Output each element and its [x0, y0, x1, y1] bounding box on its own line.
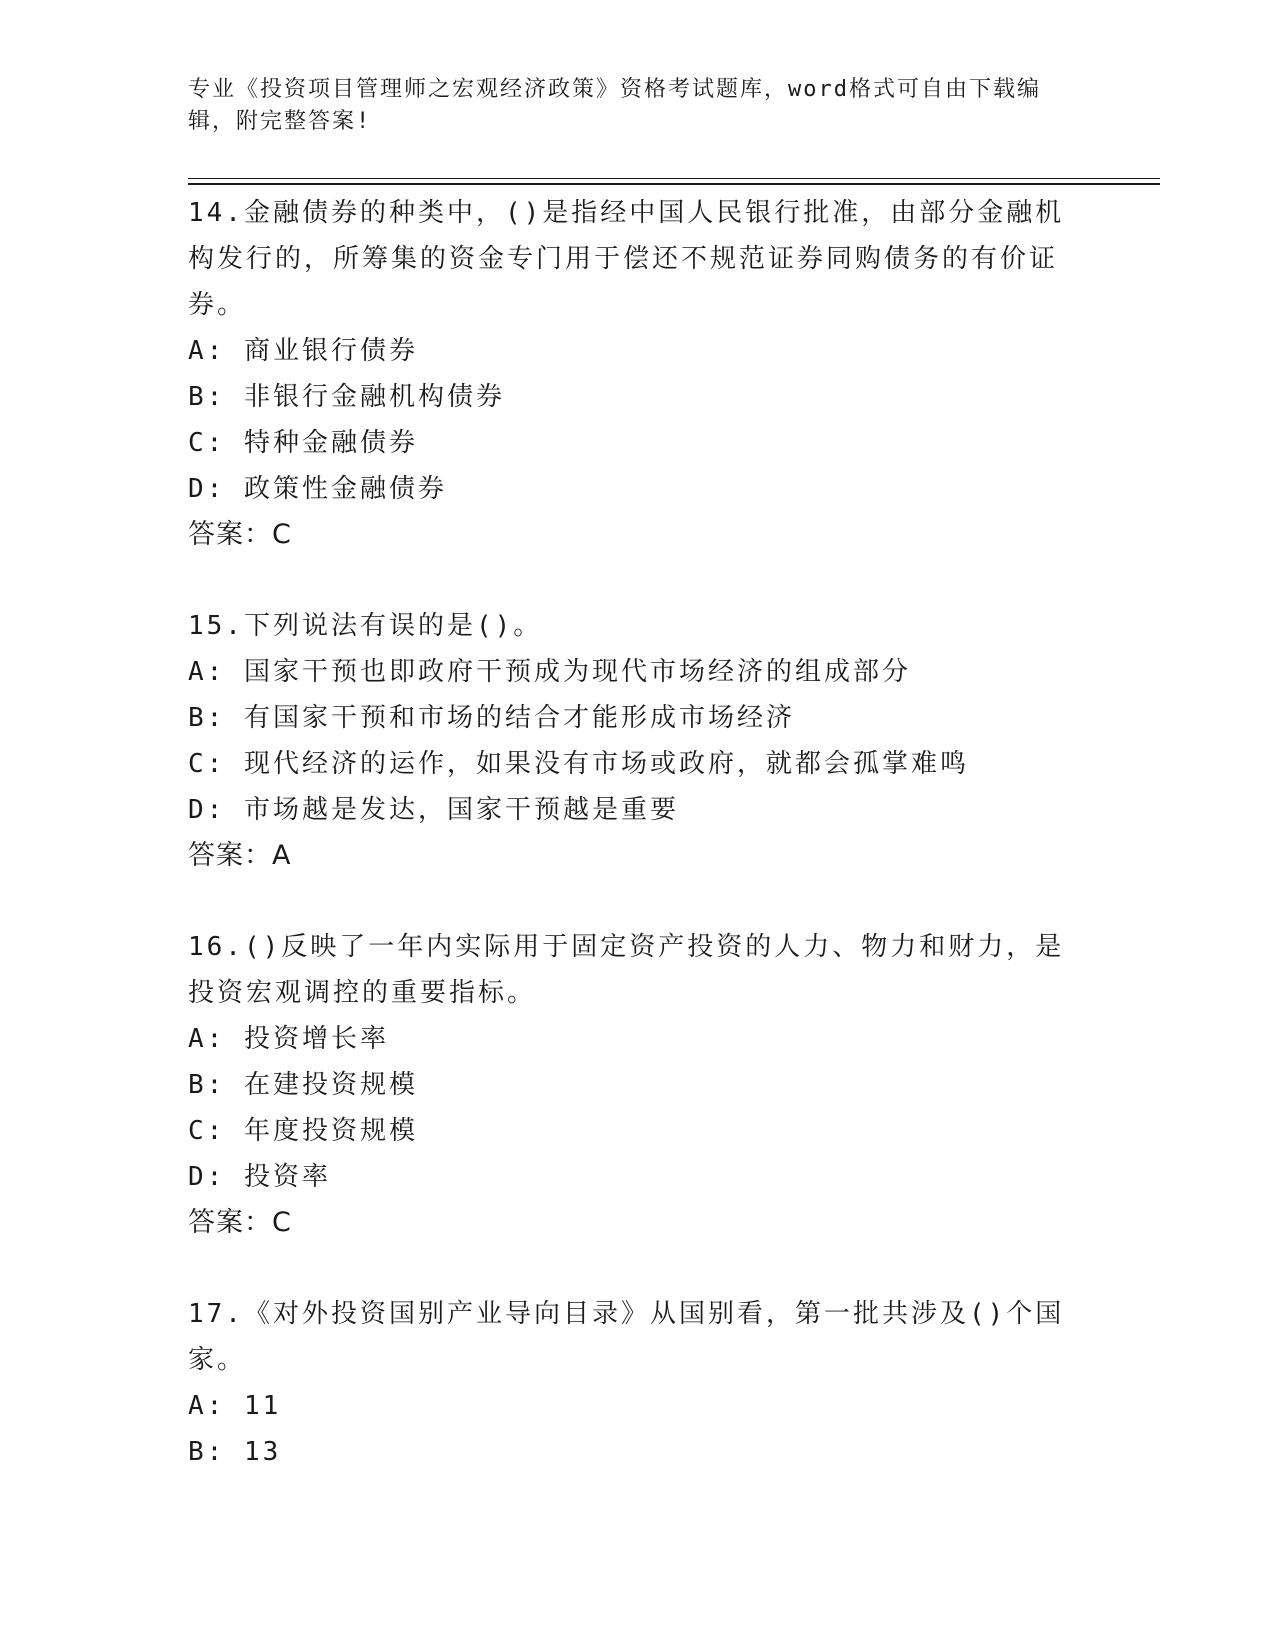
option-d: D: 投资率 [188, 1162, 331, 1192]
question-stem: 17.《对外投资国别产业导向目录》从国别看，第一批共涉及()个国家。 [188, 1299, 1065, 1375]
option-a: A: 11 [188, 1391, 282, 1421]
option-b: B: 非银行金融机构债券 [188, 382, 505, 412]
option-d: D: 政策性金融债券 [188, 474, 447, 504]
option-a: A: 国家干预也即政府干预成为现代市场经济的组成部分 [188, 657, 911, 687]
question-17 [188, 1291, 1088, 1475]
option-b: B: 13 [188, 1437, 282, 1467]
option-d: D: 市场越是发达，国家干预越是重要 [188, 795, 679, 825]
question-stem: 15.下列说法有误的是()。 [188, 611, 543, 641]
option-c: C: 特种金融债券 [188, 428, 418, 458]
header-divider-thick [188, 183, 1160, 185]
option-c: C: 年度投资规模 [188, 1116, 418, 1146]
question-16 [188, 924, 1088, 1246]
question-stem: 14.金融债券的种类中，()是指经中国人民银行批准，由部分金融机构发行的，所筹集的资金专门用于偿还不规范证券同购债务的有价证券。 [188, 198, 1065, 320]
answer-line: 答案：C [188, 519, 292, 550]
question-list [188, 190, 1088, 1475]
question-15 [188, 603, 1088, 879]
option-c: C: 现代经济的运作，如果没有市场或政府，就都会孤掌难鸣 [188, 749, 969, 779]
option-a: A: 商业银行债券 [188, 336, 418, 366]
question-stem: 16.()反映了一年内实际用于固定资产投资的人力、物力和财力，是投资宏观调控的重要指标。 [188, 932, 1065, 1008]
answer-line: 答案：C [188, 1207, 292, 1238]
question-14 [188, 190, 1088, 558]
option-b: B: 在建投资规模 [188, 1070, 418, 1100]
option-a: A: 投资增长率 [188, 1024, 389, 1054]
document-header: 专业《投资项目管理师之宏观经济政策》资格考试题库，word格式可自由下载编辑，附完整答案! [188, 77, 1041, 134]
option-b: B: 有国家干预和市场的结合才能形成市场经济 [188, 703, 795, 733]
answer-line: 答案：A [188, 840, 292, 871]
header-divider-thin [188, 178, 1160, 179]
